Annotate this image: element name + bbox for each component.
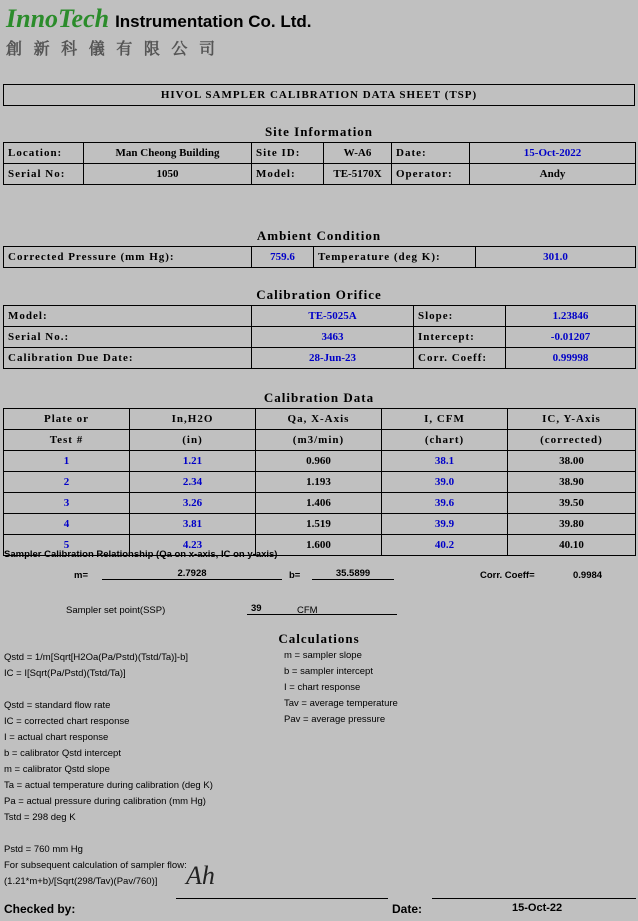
ambient-condition-table <box>3 246 636 268</box>
table-cell: 1.406 <box>256 493 382 514</box>
table-row <box>4 451 636 472</box>
legend-item: m = sampler slope <box>284 650 362 661</box>
table-cell: 3.81 <box>130 514 256 535</box>
orifice-model-label: Model: <box>4 306 252 327</box>
relationship-b-label: b= <box>289 570 301 581</box>
table-cell: 40.2 <box>382 535 508 556</box>
table-cell: 40.10 <box>508 535 636 556</box>
orifice-intercept-label: Intercept: <box>414 327 506 348</box>
section-title-site: Site Information <box>264 124 374 139</box>
column-header: I, CFM <box>382 409 508 430</box>
legend-item: Ta = actual temperature during calibration (deg K) <box>4 780 213 791</box>
ssp-value: 39 <box>247 603 397 615</box>
ssp-label: Sampler set point(SSP) <box>66 605 166 616</box>
table-cell: 3.26 <box>130 493 256 514</box>
table-row <box>4 327 636 348</box>
legend-item: For subsequent calculation of sampler flow: <box>4 860 187 871</box>
column-header: Qa, X-Axis <box>256 409 382 430</box>
orifice-serial-value: 3463 <box>252 327 414 348</box>
site-id-label: Site ID: <box>252 143 324 164</box>
legend-item: IC = corrected chart response <box>4 716 130 727</box>
table-cell: 39.6 <box>382 493 508 514</box>
column-header: (corrected) <box>508 430 636 451</box>
page-title: HIVOL SAMPLER CALIBRATION DATA SHEET (TSP) <box>4 85 635 106</box>
calibration-data-table <box>3 408 636 556</box>
table-cell: 5 <box>4 535 130 556</box>
table-row <box>4 348 636 369</box>
location-label: Location: <box>4 143 84 164</box>
table-row <box>4 247 636 268</box>
orifice-coeff-value: 0.99998 <box>506 348 636 369</box>
table-cell: 1 <box>4 451 130 472</box>
operator-value: Andy <box>470 164 636 185</box>
column-header: In,H2O <box>130 409 256 430</box>
signature-mark: Ah <box>186 861 215 890</box>
relationship-m-label: m= <box>74 570 88 581</box>
date-label: Date: <box>392 143 470 164</box>
orifice-serial-label: Serial No.: <box>4 327 252 348</box>
relationship-heading: Sampler Calibration Relationship (Qa on x-axis, IC on y-axis) <box>4 549 278 560</box>
table-cell: 2.34 <box>130 472 256 493</box>
date-value: 15-Oct-2022 <box>470 143 636 164</box>
relationship-corr-label: Corr. Coeff= <box>480 570 535 581</box>
table-cell: 39.9 <box>382 514 508 535</box>
table-header-row <box>4 409 636 430</box>
relationship-m-value: 2.7928 <box>102 568 282 580</box>
company-name: Instrumentation Co. Ltd. <box>115 12 312 31</box>
table-cell: 38.1 <box>382 451 508 472</box>
calibration-data-body <box>4 451 636 556</box>
orifice-slope-label: Slope: <box>414 306 506 327</box>
formula-qstd: Qstd = 1/m[Sqrt[H2Oa(Pa/Pstd)(Tstd/Ta)]-b] <box>4 652 188 663</box>
calibration-orifice-table <box>3 305 636 369</box>
column-header: Plate or <box>4 409 130 430</box>
table-cell: 3 <box>4 493 130 514</box>
table-cell: 1.600 <box>256 535 382 556</box>
corrected-pressure-label: Corrected Pressure (mm Hg): <box>4 247 252 268</box>
table-cell: 1.193 <box>256 472 382 493</box>
orifice-slope-value: 1.23846 <box>506 306 636 327</box>
table-cell: 39.0 <box>382 472 508 493</box>
relationship-corr-value: 0.9984 <box>573 570 603 581</box>
formula-ic: IC = I[Sqrt(Pa/Pstd)(Tstd/Ta)] <box>4 668 126 679</box>
orifice-due-label: Calibration Due Date: <box>4 348 252 369</box>
table-cell: 38.90 <box>508 472 636 493</box>
orifice-due-value: 28-Jun-23 <box>252 348 414 369</box>
legend-item: Tav = average temperature <box>284 698 398 709</box>
signature-line <box>176 898 388 899</box>
legend-item: Pav = average pressure <box>284 714 386 725</box>
orifice-coeff-label: Corr. Coeff: <box>414 348 506 369</box>
relationship-b-value: 35.5899 <box>312 568 394 580</box>
checked-by-label: Checked by: <box>4 902 76 916</box>
table-header-row <box>4 430 636 451</box>
calibration-data-header <box>4 409 636 451</box>
section-title-orifice: Calibration Orifice <box>256 287 382 302</box>
temperature-value: 301.0 <box>476 247 636 268</box>
table-row <box>4 143 636 164</box>
table-cell: 4.23 <box>130 535 256 556</box>
table-row <box>4 514 636 535</box>
legend-item: m = calibrator Qstd slope <box>4 764 110 775</box>
column-header: (in) <box>130 430 256 451</box>
legend-item: Pstd = 760 mm Hg <box>4 844 83 855</box>
table-cell: 4 <box>4 514 130 535</box>
section-title-caldata: Calibration Data <box>263 390 375 405</box>
date-line <box>432 898 636 899</box>
legend-item: I = chart response <box>284 682 361 693</box>
table-row <box>4 472 636 493</box>
table-row <box>4 164 636 185</box>
table-cell: 0.960 <box>256 451 382 472</box>
column-header: (m3/min) <box>256 430 382 451</box>
table-cell: 1.519 <box>256 514 382 535</box>
column-header: IC, Y-Axis <box>508 409 636 430</box>
orifice-intercept-value: -0.01207 <box>506 327 636 348</box>
legend-item: b = sampler intercept <box>284 666 373 677</box>
legend-item: Pa = actual pressure during calibration (mm Hg) <box>4 796 206 807</box>
legend-item: I = actual chart response <box>4 732 109 743</box>
company-header <box>6 4 626 58</box>
serial-label: Serial No: <box>4 164 84 185</box>
company-logo-text: InnoTech <box>6 4 110 33</box>
table-cell: 38.00 <box>508 451 636 472</box>
model-label: Model: <box>252 164 324 185</box>
table-row <box>4 493 636 514</box>
table-cell: 39.80 <box>508 514 636 535</box>
legend-item: Qstd = standard flow rate <box>4 700 111 711</box>
location-value: Man Cheong Building <box>84 143 252 164</box>
site-id-value: W-A6 <box>324 143 392 164</box>
table-cell: 39.50 <box>508 493 636 514</box>
legend-item: b = calibrator Qstd intercept <box>4 748 121 759</box>
column-header: Test # <box>4 430 130 451</box>
temperature-label: Temperature (deg K): <box>314 247 476 268</box>
table-cell: 2 <box>4 472 130 493</box>
document-title-box <box>3 84 635 106</box>
corrected-pressure-value: 759.6 <box>252 247 314 268</box>
footer-date-label: Date: <box>392 902 423 916</box>
column-header: (chart) <box>382 430 508 451</box>
serial-value: 1050 <box>84 164 252 185</box>
site-information-table <box>3 142 636 185</box>
ssp-unit: CFM <box>297 605 318 616</box>
orifice-model-value: TE-5025A <box>252 306 414 327</box>
legend-item: (1.21*m+b)/[Sqrt(298/Tav)(Pav/760)] <box>4 876 158 887</box>
section-title-calculations: Calculations <box>278 631 360 646</box>
model-value: TE-5170X <box>324 164 392 185</box>
legend-item: Tstd = 298 deg K <box>4 812 76 823</box>
company-name-chinese: 創 新 科 儀 有 限 公 司 <box>6 39 218 58</box>
operator-label: Operator: <box>392 164 470 185</box>
table-row <box>4 306 636 327</box>
footer-date-value: 15-Oct-22 <box>512 902 563 914</box>
table-cell: 1.21 <box>130 451 256 472</box>
section-title-ambient: Ambient Condition <box>256 228 382 243</box>
